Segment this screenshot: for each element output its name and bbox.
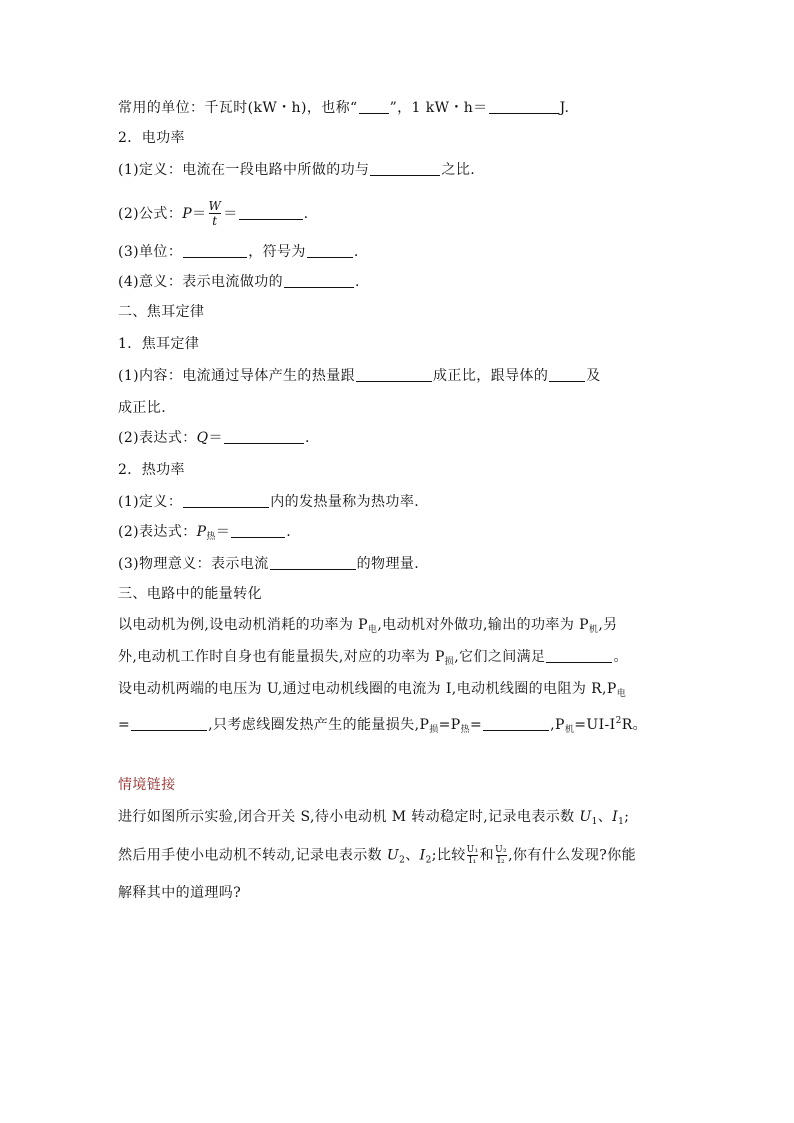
definition-line: (1)定义： 内的发热量称为热功率.	[118, 494, 420, 510]
fill-blank[interactable]	[370, 161, 440, 176]
units-line: 常用的单位：千瓦时(kW・h)，也称“ ”，1 kW・h＝ J.	[118, 100, 570, 116]
fill-blank[interactable]	[483, 716, 549, 731]
fill-blank[interactable]	[183, 243, 247, 258]
section-heading: 三、电路中的能量转化	[118, 586, 262, 602]
fill-blank[interactable]	[224, 429, 304, 444]
section-heading: 1．焦耳定律	[118, 336, 200, 352]
fill-blank[interactable]	[359, 99, 389, 114]
meaning-line: (4)意义：表示电流做功的 .	[118, 274, 360, 290]
fill-blank[interactable]	[307, 243, 353, 258]
expression-line: (2)表达式：Q＝ .	[118, 430, 310, 446]
context-heading: 情境链接	[118, 777, 176, 793]
fill-blank[interactable]	[284, 273, 354, 288]
expression-line: (2)表达式：$P_热=$ .	[118, 524, 292, 542]
content-line: (1)内容：电流通过导体产生的热量跟 成正比，跟导体的 及	[118, 368, 601, 384]
fill-blank[interactable]	[231, 523, 285, 538]
meaning-line: (3)物理意义：表示电流 的物理量.	[118, 556, 420, 572]
question-line: 然后用手使小电动机不转动,记录电表示数 $U_2$、$I_2$;比较 $\frac{\text{U₁}}{\text{I₁}}$ 和 $\frac{\text{U₂}}{\text{I₂}}$ ,你有什么发现?你能	[118, 845, 637, 866]
fill-blank[interactable]	[489, 99, 559, 114]
unit-line: (3)单位： ，符号为 .	[118, 244, 359, 260]
fill-blank[interactable]	[270, 555, 356, 570]
formula-line: (2)公式：P＝ $\frac{W}{t}$ ＝ .	[118, 199, 309, 228]
w-over-t-fraction: $\frac{W}{t}$	[208, 199, 222, 228]
fill-blank[interactable]	[131, 716, 207, 731]
fill-blank[interactable]	[356, 367, 432, 382]
fill-blank[interactable]	[549, 367, 585, 382]
motor-line: 外,电动机工作时自身也有能量损失,对应的功率为 $P_损$,它们之间满足 。	[118, 649, 628, 667]
fill-blank[interactable]	[183, 493, 269, 508]
u1-over-i1-fraction: $\frac{\text{U₁}}{\text{I₁}}$	[466, 845, 479, 866]
section-heading: 二、焦耳定律	[118, 304, 205, 320]
fill-blank[interactable]	[239, 205, 303, 220]
motor-line: = ,只考虑线圈发热产生的能量损失$,P_损=P_热= ,P_机=UI-I^2R$。	[118, 716, 648, 735]
motor-line: 以电动机为例,设电动机消耗的功率为 $P_电$,电动机对外做功,输出的功率为 $P_机$,另	[118, 617, 618, 635]
question-line: 进行如图所示实验,闭合开关 S,待小电动机 M 转动稳定时,记录电表示数 $U_1$、$I_1$;	[118, 809, 630, 827]
fill-blank[interactable]	[546, 648, 612, 663]
section-heading: 2．热功率	[118, 462, 185, 478]
section-heading: 2．电功率	[118, 130, 185, 146]
content-line-cont: 成正比.	[118, 400, 167, 416]
question-line: 解释其中的道理吗?	[118, 885, 242, 901]
u2-over-i2-fraction: $\frac{\text{U₂}}{\text{I₂}}$	[495, 845, 508, 866]
motor-line: 设电动机两端的电压为 U,通过电动机线圈的电流为 I,电动机线圈的电阻为 $R,P_电$	[118, 681, 627, 699]
definition-line: (1)定义：电流在一段电路中所做的功与 之比.	[118, 162, 476, 178]
